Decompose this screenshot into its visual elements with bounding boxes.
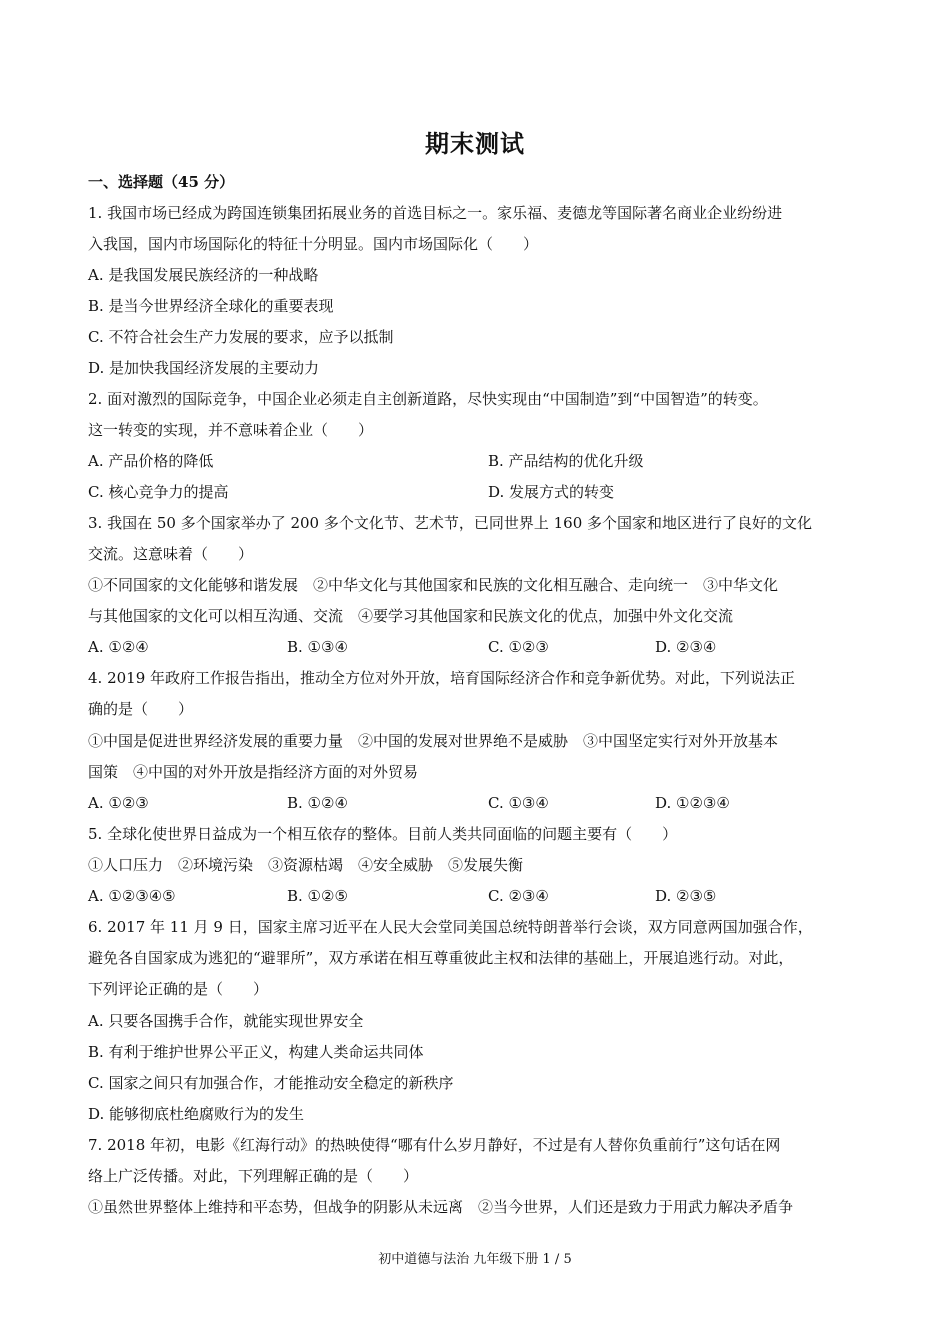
q1-stem-line1: 1. 我国市场已经成为跨国连锁集团拓展业务的首选目标之一。家乐福、麦德龙等国际著名商业企业纷纷进	[88, 204, 783, 222]
q2-option-d: D. 发展方式的转变	[488, 483, 615, 501]
q2-option-b: B. 产品结构的优化升级	[488, 452, 644, 470]
q6-option-b: B. 有利于维护世界公平正义，构建人类命运共同体	[88, 1043, 424, 1061]
q3-statements-line1: ①不同国家的文化能够和谐发展 ②中华文化与其他国家和民族的文化相互融合、走向统一 ③中华文化	[88, 576, 779, 594]
q4-stem-line1: 4. 2019 年政府工作报告指出，推动全方位对外开放，培育国际经济合作和竞争新优势。对此，下列说法正	[88, 669, 796, 687]
section-heading: 一、选择题（45 分）	[88, 173, 235, 191]
q2-stem-line1: 2. 面对激烈的国际竞争，中国企业必须走自主创新道路，尽快实现由“中国制造”到“中国智造”的转变。	[88, 390, 768, 408]
q5-option-b: B. ①②⑤	[287, 887, 348, 905]
q2-option-a: A. 产品价格的降低	[88, 452, 214, 470]
q6-option-c: C. 国家之间只有加强合作，才能推动安全稳定的新秩序	[88, 1074, 454, 1092]
q6-option-a: A. 只要各国携手合作，就能实现世界安全	[88, 1012, 364, 1030]
page-footer: 初中道德与法治 九年级下册 1 / 5	[378, 1252, 572, 1267]
q3-statements-line2: 与其他国家的文化可以相互沟通、交流 ④要学习其他国家和民族文化的优点，加强中外文化交流	[88, 607, 734, 625]
q3-option-c: C. ①②③	[488, 638, 549, 656]
q3-option-a: A. ①②④	[88, 638, 149, 656]
q4-option-b: B. ①②④	[287, 794, 348, 812]
q5-option-a: A. ①②③④⑤	[88, 887, 176, 905]
q3-stem-line1: 3. 我国在 50 多个国家举办了 200 多个文化节、艺术节，已同世界上 160 多个国家和地区进行了良好的文化	[88, 514, 813, 532]
q7-stem-line2: 络上广泛传播。对此，下列理解正确的是（ ）	[88, 1167, 419, 1185]
q1-option-d: D. 是加快我国经济发展的主要动力	[88, 359, 320, 377]
q6-stem-line3: 下列评论正确的是（ ）	[88, 980, 269, 998]
q2-stem-line2: 这一转变的实现，并不意味着企业（ ）	[88, 421, 374, 439]
q4-statements-line1: ①中国是促进世界经济发展的重要力量 ②中国的发展对世界绝不是威胁 ③中国坚定实行对外开放基本	[88, 732, 779, 750]
q4-option-d: D. ①②③④	[655, 794, 730, 812]
q1-option-a: A. 是我国发展民族经济的一种战略	[88, 266, 319, 284]
q3-option-b: B. ①③④	[287, 638, 348, 656]
q4-statements-line2: 国策 ④中国的对外开放是指经济方面的对外贸易	[88, 763, 419, 781]
q5-stem-line1: 5. 全球化使世界日益成为一个相互依存的整体。目前人类共同面临的问题主要有（ ）	[88, 825, 678, 843]
q2-option-c: C. 核心竞争力的提高	[88, 483, 229, 501]
q4-option-a: A. ①②③	[88, 794, 149, 812]
q5-option-d: D. ②③⑤	[655, 887, 717, 905]
q1-option-b: B. 是当今世界经济全球化的重要表现	[88, 297, 334, 315]
q3-stem-line2: 交流。这意味着（ ）	[88, 545, 254, 563]
q1-stem-line2: 入我国，国内市场国际化的特征十分明显。国内市场国际化（ ）	[88, 235, 539, 253]
q7-statements-line1: ①虽然世界整体上维持和平态势，但战争的阴影从未远离 ②当今世界，人们还是致力于用武力解决矛盾争	[88, 1198, 794, 1216]
q4-stem-line2: 确的是（ ）	[88, 700, 194, 718]
q3-option-d: D. ②③④	[655, 638, 717, 656]
q5-option-c: C. ②③④	[488, 887, 549, 905]
q6-stem-line2: 避免各自国家成为逃犯的“避罪所”，双方承诺在相互尊重彼此主权和法律的基础上，开展追逃行动。对此，	[88, 949, 794, 967]
page-title: 期末测试	[425, 129, 525, 158]
q7-stem-line1: 7. 2018 年初，电影《红海行动》的热映使得“哪有什么岁月静好，不过是有人替你负重前行”这句话在网	[88, 1136, 781, 1154]
q5-statements-line1: ①人口压力 ②环境污染 ③资源枯竭 ④安全威胁 ⑤发展失衡	[88, 856, 524, 874]
q6-option-d: D. 能够彻底杜绝腐败行为的发生	[88, 1105, 305, 1123]
q6-stem-line1: 6. 2017 年 11 月 9 日，国家主席习近平在人民大会堂同美国总统特朗普举行会谈，双方同意两国加强合作，	[88, 918, 813, 936]
q1-option-c: C. 不符合社会生产力发展的要求，应予以抵制	[88, 328, 394, 346]
q4-option-c: C. ①③④	[488, 794, 549, 812]
